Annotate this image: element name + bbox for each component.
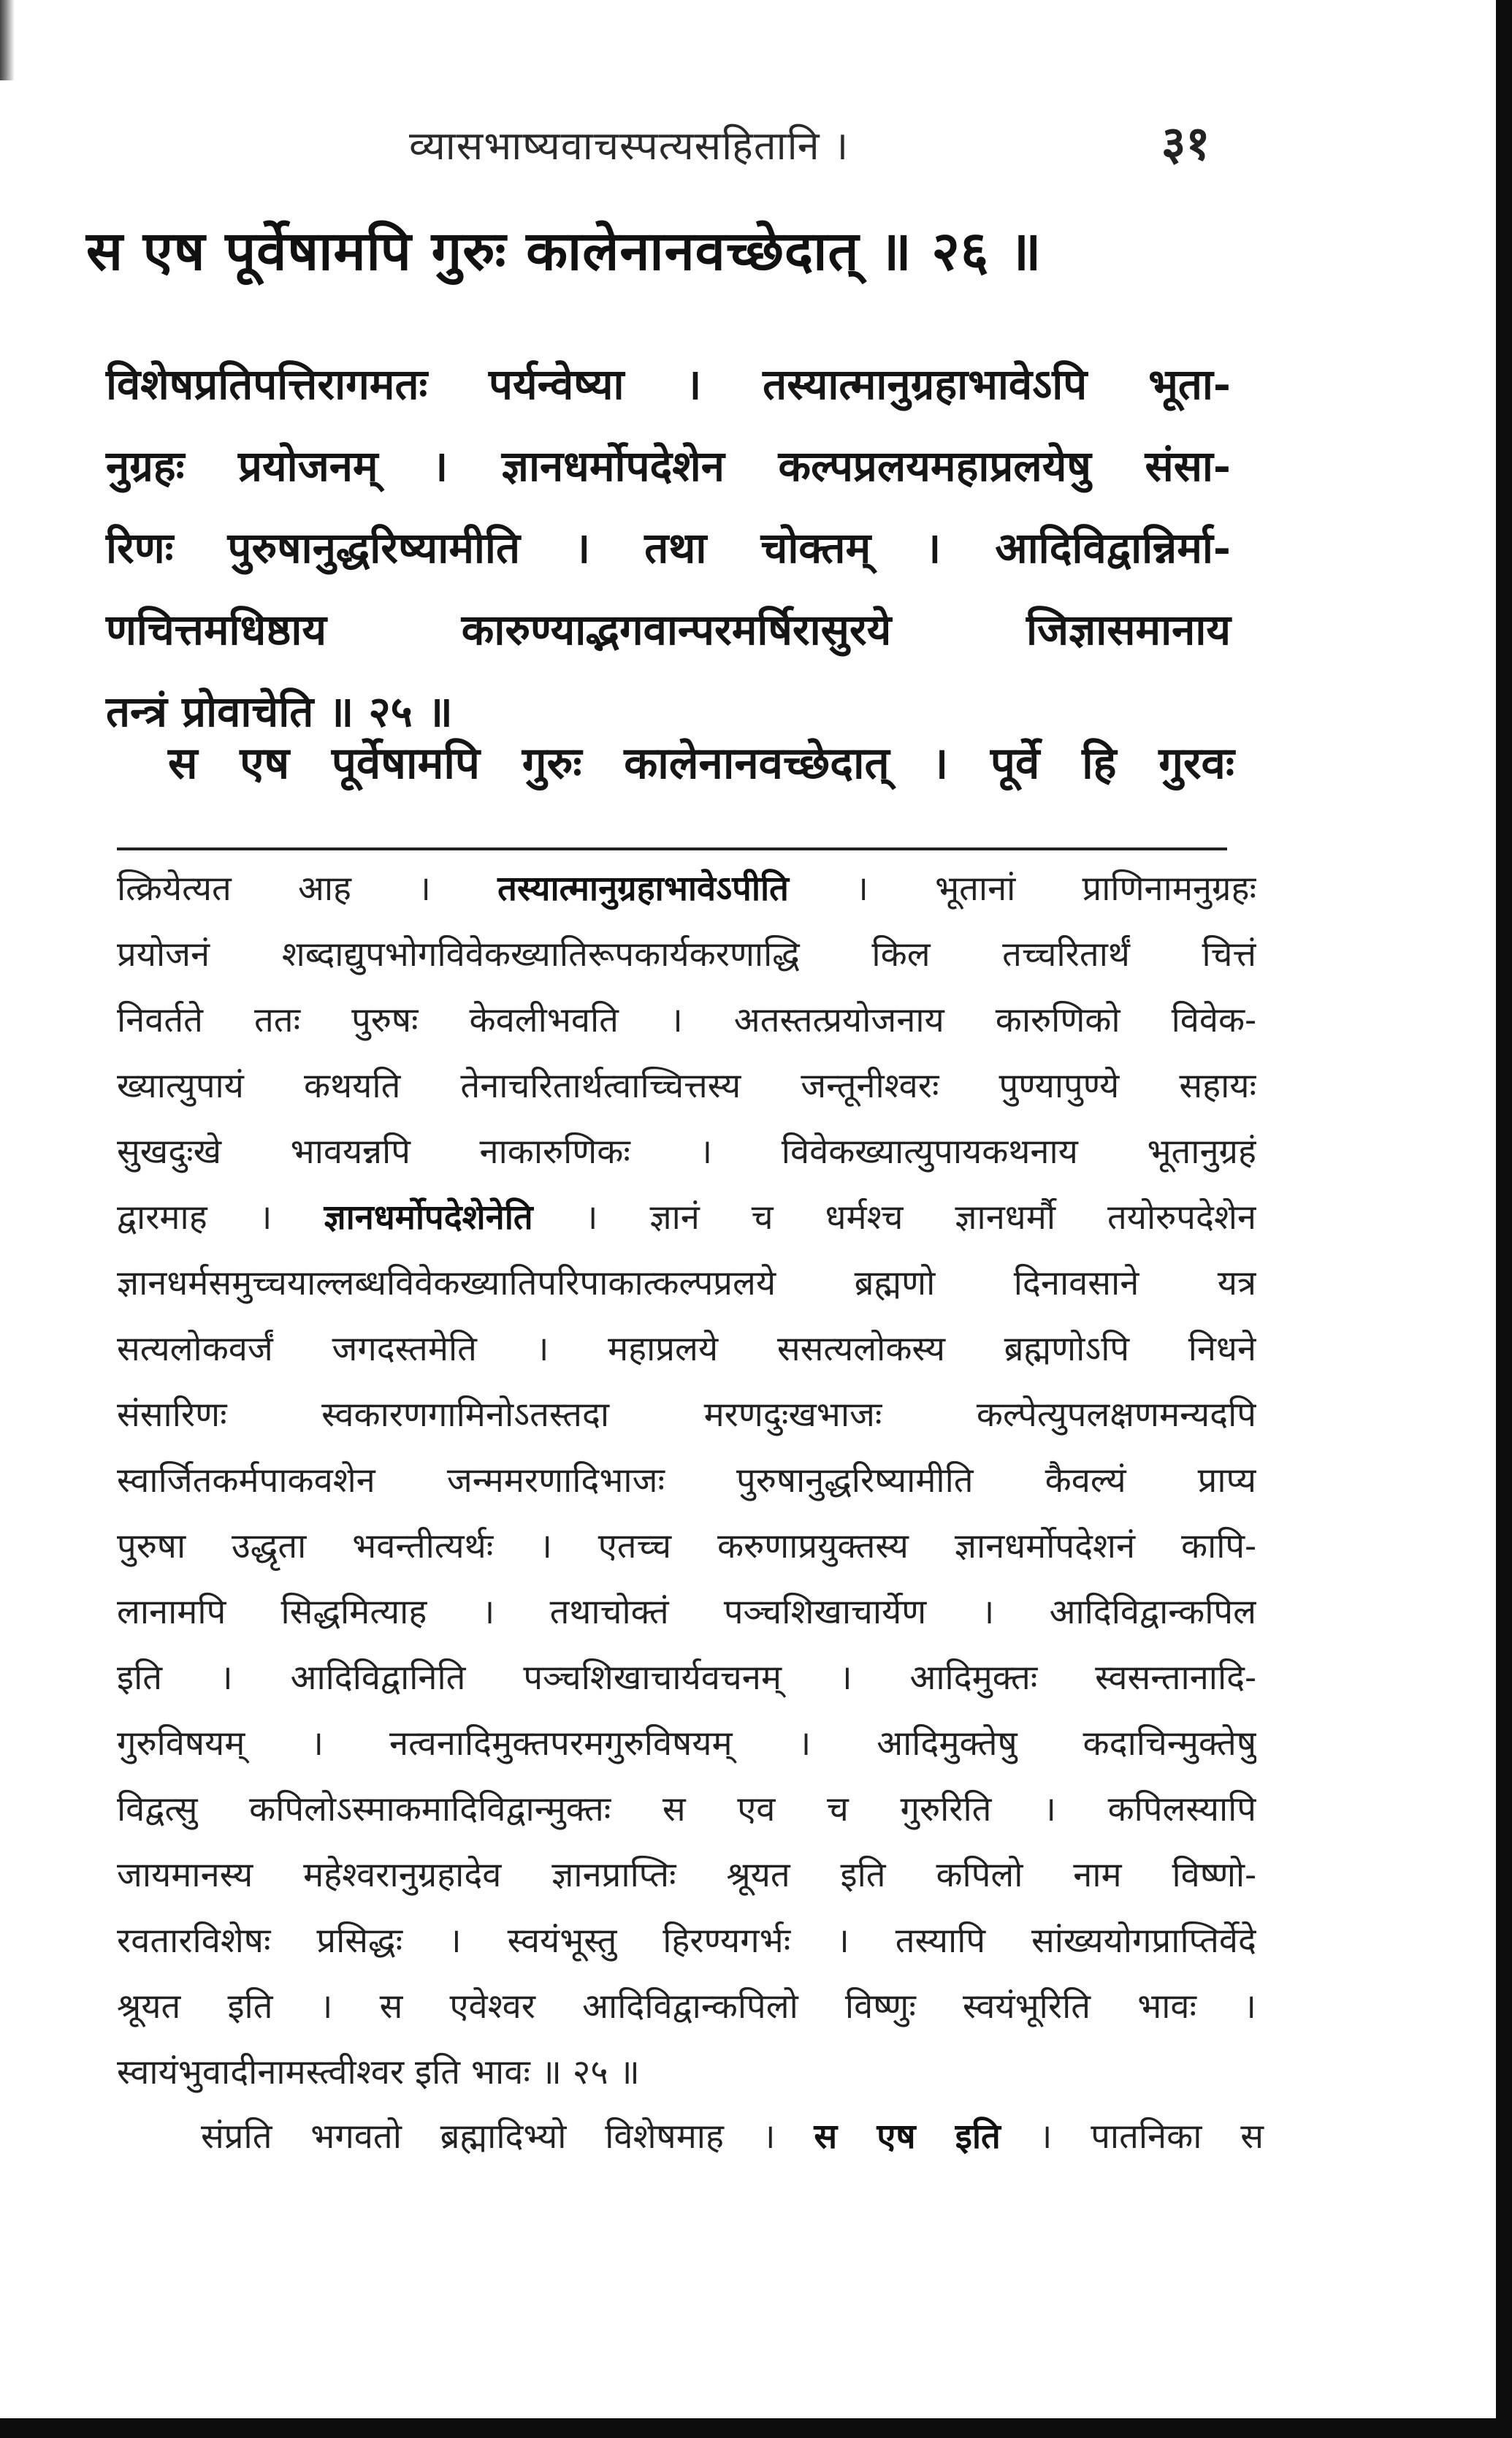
scan-edge-left xyxy=(0,0,15,80)
sutra-repeat-line: स एष पूर्वेषामपि गुरुः कालेनानवच्छेदात् । पूर्वे हि गुरवः xyxy=(168,738,1234,789)
commentary-line: ज्ञानधर्मसमुच्चयाल्लब्धविवेकख्यातिपरिपाकात्कल्पप्रलये ब्रह्मणो दिनावसाने यत्र xyxy=(117,1263,1256,1303)
commentary-text: द्वारमाह । xyxy=(117,1197,272,1238)
commentary-line: संसारिणः स्वकारणगामिनोऽतस्तदा मरणदुःखभाजः कल्पेत्युपलक्षणमन्यदपि xyxy=(117,1395,1256,1435)
bhashya-block xyxy=(106,343,1231,753)
section-divider xyxy=(117,847,1227,850)
bhashya-line: णचित्तमधिष्ठाय कारुण्याद्भगवान्परमर्षिरासुरये जिज्ञासमानाय xyxy=(106,605,1231,655)
commentary-line: जायमानस्य महेश्वरानुग्रहादेव ज्ञानप्राप्तिः श्रूयत इति कपिलो नाम विष्णो- xyxy=(117,1855,1256,1895)
footer-text: संप्रति भगवतो ब्रह्मादिभ्यो विशेषमाह । xyxy=(201,2117,776,2157)
commentary-line: लानामपि सिद्धमित्याह । तथाचोक्तं पञ्चशिखाचार्येण । आदिविद्वान्कपिल xyxy=(117,1592,1256,1632)
commentary-pratika: ज्ञानधर्मोपदेशेनेति xyxy=(324,1197,533,1238)
commentary-line: प्रयोजनं शब्दाद्युपभोगविवेकख्यातिरूपकार्यकरणाद्धि किल तच्चरितार्थं चित्तं xyxy=(117,934,1256,975)
commentary-pratika: तस्यात्मानुग्रहाभावेऽपीति xyxy=(497,869,789,909)
sutra-heading: स एष पूर्वेषामपि गुरुः कालेनानवच्छेदात् ॥ २६ ॥ xyxy=(86,220,1042,283)
commentary-line: सत्यलोकवर्जं जगदस्तमेति । महाप्रलये ससत्यलोकस्य ब्रह्मणोऽपि निधने xyxy=(117,1329,1256,1369)
commentary-block xyxy=(117,856,1256,2106)
commentary-line: सुखदुःखे भावयन्नपि नाकारुणिकः । विवेकख्यात्युपायकथनाय भूतानुग्रहं xyxy=(117,1132,1256,1172)
bhashya-line: तन्त्रं प्रोवाचेति ॥ २५ ॥ xyxy=(106,687,453,736)
running-header: व्यासभाष्यवाचस्पत्यसहितानि । xyxy=(409,123,849,169)
commentary-text: । ज्ञानं च धर्मश्च ज्ञानधर्मौ तयोरुपदेशेन xyxy=(584,1197,1256,1238)
commentary-line: स्वायंभुवादीनामस्त्वीश्वर इति भावः ॥ २५ ॥ xyxy=(117,2052,640,2092)
next-sutra-intro xyxy=(201,2104,1264,2170)
commentary-line: श्रूयत इति । स एवेश्वर आदिविद्वान्कपिलो विष्णुः स्वयंभूरिति भावः । xyxy=(117,1986,1256,2027)
commentary-text: त्क्रियेत्यत आह । xyxy=(117,869,431,909)
footer-text: । पातनिका स xyxy=(1039,2117,1264,2157)
scan-edge-right xyxy=(1496,0,1512,2438)
commentary-line: स्वार्जितकर्मपाकवशेन जन्ममरणादिभाजः पुरुषानुद्धरिष्यामीति कैवल्यं प्राप्य xyxy=(117,1460,1256,1501)
commentary-line xyxy=(117,1185,1256,1251)
page-number: ३१ xyxy=(1161,116,1210,171)
bhashya-line: नुग्रहः प्रयोजनम् । ज्ञानधर्मोपदेशेन कल्पप्रलयमहाप्रलयेषु संसा- xyxy=(106,441,1231,491)
commentary-line xyxy=(117,856,1256,922)
footer-pratika: स एष इति xyxy=(814,2117,1001,2157)
bhashya-line: रिणः पुरुषानुद्धरिष्यामीति । तथा चोक्तम् । आदिविद्वान्निर्मा- xyxy=(106,523,1231,573)
bhashya-line: विशेषप्रतिपत्तिरागमतः पर्यन्वेष्या । तस्यात्मानुग्रहाभावेऽपि भूता- xyxy=(106,359,1231,409)
commentary-line: ख्यात्युपायं कथयति तेनाचरितार्थत्वाच्चित्तस्य जन्तूनीश्वरः पुण्यापुण्ये सहायः xyxy=(117,1066,1256,1106)
commentary-line: इति । आदिविद्वानिति पञ्चशिखाचार्यवचनम् । आदिमुक्तः स्वसन्तानादि- xyxy=(117,1658,1256,1698)
commentary-text: । भूतानां प्राणिनामनुग्रहः xyxy=(855,869,1256,909)
commentary-line: रवतारविशेषः प्रसिद्धः । स्वयंभूस्तु हिरण्यगर्भः । तस्यापि सांख्ययोगप्राप्तिर्वेदे xyxy=(117,1921,1256,1961)
scan-edge-bottom xyxy=(0,2418,1512,2438)
commentary-line: गुरुविषयम् । नत्वनादिमुक्तपरमगुरुविषयम् । आदिमुक्तेषु कदाचिन्मुक्तेषु xyxy=(117,1723,1256,1764)
commentary-line: निवर्तते ततः पुरुषः केवलीभवति । अतस्तत्प्रयोजनाय कारुणिको विवेक- xyxy=(117,1000,1256,1040)
commentary-line: विद्वत्सु कपिलोऽस्माकमादिविद्वान्मुक्तः स एव च गुरुरिति । कपिलस्यापि xyxy=(117,1789,1256,1829)
commentary-line: पुरुषा उद्धृता भवन्तीत्यर्थः । एतच्च करुणाप्रयुक्तस्य ज्ञानधर्मोपदेशनं कापि- xyxy=(117,1526,1256,1566)
